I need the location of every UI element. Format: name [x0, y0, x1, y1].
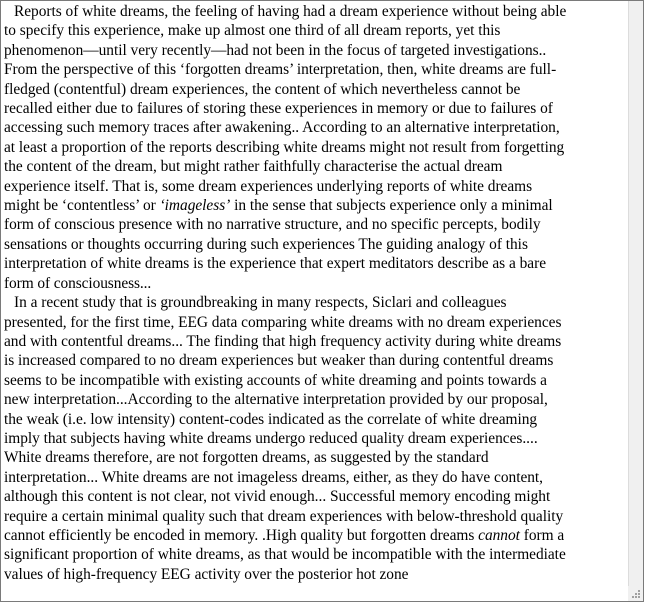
text-run: require a certain minimal quality such that dream experiences with below-threshold quality — [4, 507, 564, 525]
text-line — [4, 41, 628, 60]
text-run: presented, for the first time, EEG data comparing white dreams with no dream experiences — [4, 313, 562, 331]
text-run: the weak (i.e. low intensity) content-codes indicated as the correlate of white dreaming — [4, 410, 538, 428]
paragraph-siclari-study — [4, 293, 628, 584]
text-run: the content of the dream, but might rather faithfully characterise the actual dream — [4, 158, 503, 176]
text-line — [4, 196, 628, 215]
text-line — [4, 390, 628, 409]
text-line — [4, 2, 628, 21]
text-line — [4, 468, 628, 487]
vertical-scrollbar[interactable] — [628, 1, 643, 601]
text-run: at least a proportion of the reports describing white dreams might not result from forgetting — [4, 138, 565, 156]
text-run: imply that subjects having white dreams undergo reduced quality dream experiences.... — [4, 429, 538, 447]
text-run: In a recent study that is groundbreaking in many respects, Siclari and colleagues — [14, 294, 507, 312]
text-run: Reports of white dreams, the feeling of having had a dream experience without being able — [14, 3, 567, 20]
text-line — [4, 138, 628, 157]
text-run: to specify this experience, make up almost one third of all dream reports, yet this — [4, 22, 501, 40]
text-line — [4, 429, 628, 448]
text-line — [4, 118, 628, 137]
text-line — [4, 565, 628, 584]
text-line — [4, 448, 628, 467]
text-run: From the perspective of this ‘forgotten dreams’ interpretation, then, white dreams are full- — [4, 61, 557, 79]
text-line — [4, 274, 628, 293]
text-run: seems to be incompatible with existing accounts of white dreaming and points towards a — [4, 371, 547, 389]
text-run: new interpretation...According to the alternative interpretation provided by our proposal, — [4, 391, 548, 409]
text-run: significant proportion of white dreams, as that would be incompatible with the intermediate — [4, 546, 566, 564]
text-run: form of conscious presence with no narrative structure, and no specific percepts, bodily — [4, 216, 541, 234]
text-run: although this content is not clear, not vivid enough... Successful memory encoding might — [4, 488, 551, 506]
text-line — [4, 157, 628, 176]
text-run: form of consciousness... — [4, 274, 152, 292]
text-line — [4, 371, 628, 390]
text-line — [4, 21, 628, 40]
italic-text: cannot — [478, 526, 520, 544]
text-run: form a — [519, 526, 565, 544]
text-run: experience itself. That is, some dream experiences underlying reports of white dreams — [4, 177, 533, 195]
text-line — [4, 235, 628, 254]
text-line — [4, 99, 628, 118]
text-run: fledged (contentful) dream experiences, the content of which nevertheless cannot be — [4, 80, 521, 98]
text-line — [4, 313, 628, 332]
text-run: values of high-frequency EEG activity over the posterior hot zone — [4, 565, 409, 583]
text-line — [4, 254, 628, 273]
text-run: phenomenon—until very recently—had not been in the focus of targeted investigations.. — [4, 41, 547, 59]
text-run: cannot efficiently be encoded in memory. .High quality but forgotten dreams — [4, 526, 479, 544]
text-run: accessing such memory traces after awakening.. According to an alternative interpretation, — [4, 119, 560, 137]
text-line — [4, 526, 628, 545]
text-run: White dreams therefore, are not forgotten dreams, as suggested by the standard — [4, 449, 489, 467]
text-line — [4, 177, 628, 196]
text-run: recalled either due to failures of storing these experiences in memory or due to failures of — [4, 100, 553, 118]
text-line — [4, 215, 628, 234]
text-line — [4, 80, 628, 99]
text-run: interpretation... White dreams are not imageless dreams, either, as they do have content, — [4, 468, 544, 486]
text-run: interpretation of white dreams is the experience that expert meditators describe as a bare — [4, 255, 547, 273]
text-run: might be ‘contentless’ or — [4, 197, 160, 215]
text-line — [4, 507, 628, 526]
text-line — [4, 332, 628, 351]
text-line — [4, 487, 628, 506]
text-run: is increased compared to no dream experiences but weaker than during contentful dreams — [4, 352, 554, 370]
text-line — [4, 410, 628, 429]
italic-text: ‘imageless’ — [159, 197, 231, 215]
paragraph-white-dreams-interpretations — [4, 2, 628, 293]
text-run: sensations or thoughts occurring during such experiences The guiding analogy of this — [4, 235, 528, 253]
text-line — [4, 293, 628, 312]
text-line — [4, 60, 628, 79]
text-area[interactable] — [4, 2, 628, 602]
text-run: and with contentful dreams... The finding that high frequency activity during white dreams — [4, 332, 562, 350]
resize-grip-icon[interactable] — [628, 586, 643, 601]
text-line — [4, 545, 628, 564]
text-line — [4, 351, 628, 370]
text-run: in the sense that subjects experience only a minimal — [230, 197, 553, 215]
